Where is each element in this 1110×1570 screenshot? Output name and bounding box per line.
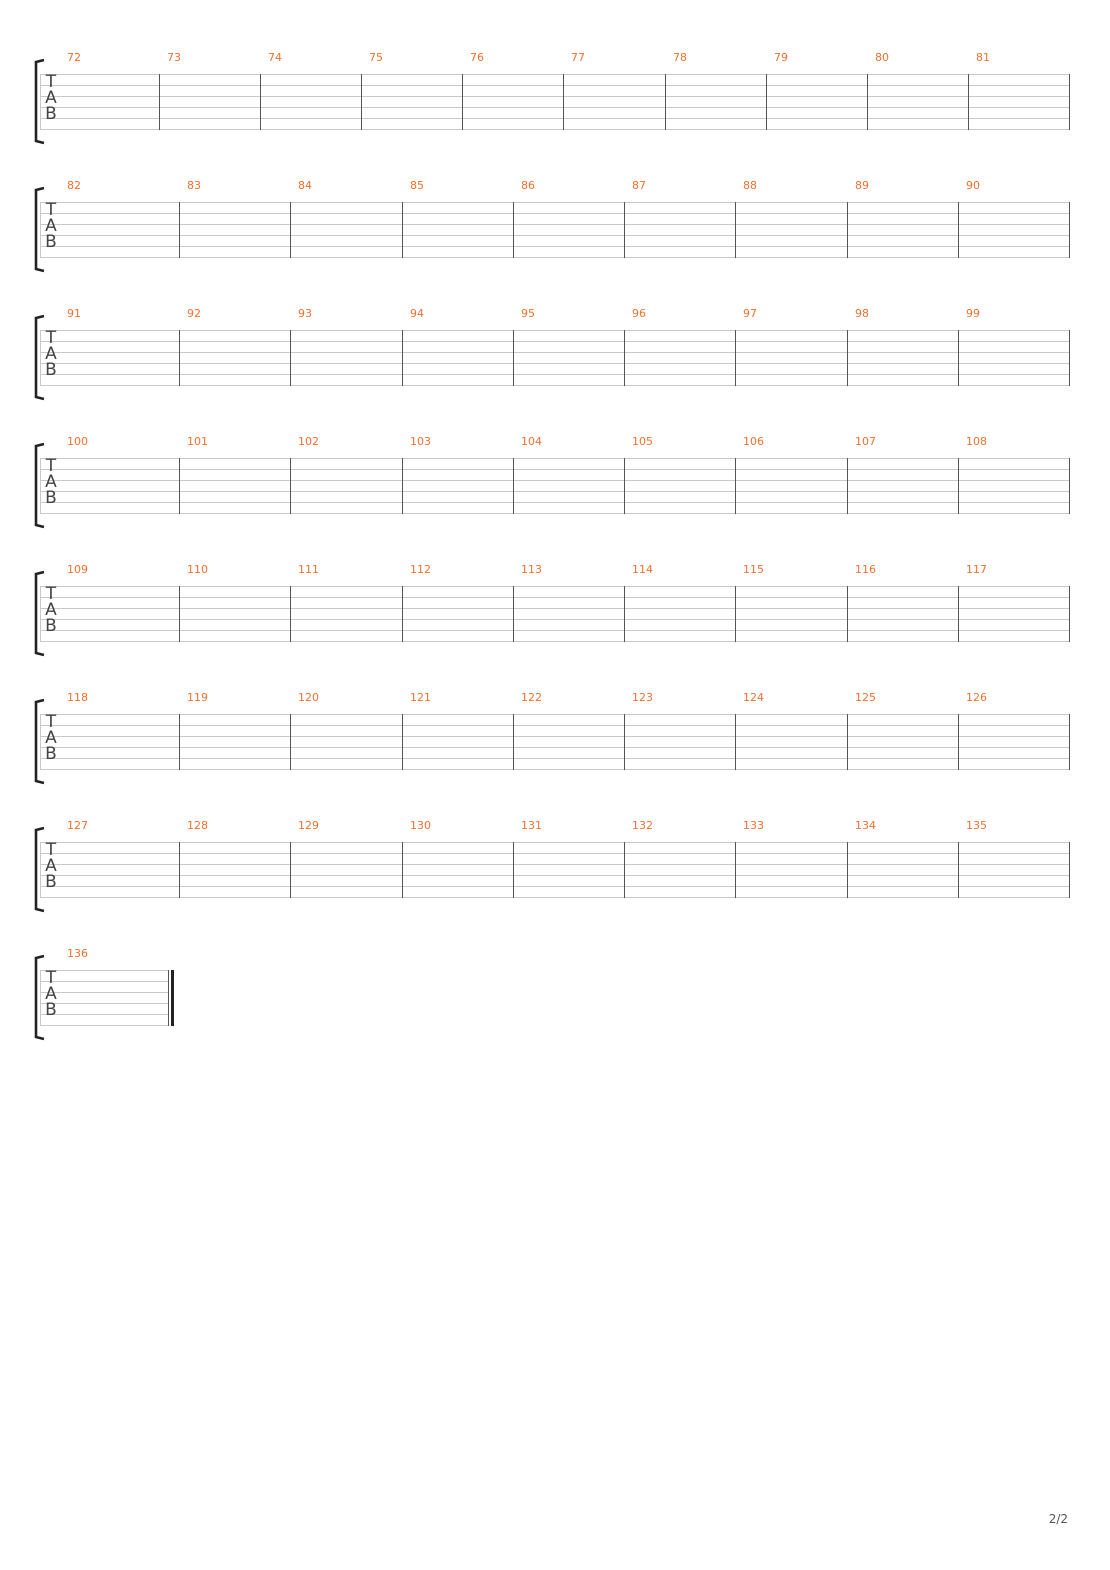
tab-clef-letter: T [45, 712, 57, 732]
bar-number: 112 [410, 563, 431, 576]
bar-number: 87 [632, 179, 646, 192]
bar-number: 123 [632, 691, 653, 704]
bar-number: 121 [410, 691, 431, 704]
bar-number: 132 [632, 819, 653, 832]
bar-number: 97 [743, 307, 757, 320]
bar-number: 85 [410, 179, 424, 192]
bar-number: 74 [268, 51, 282, 64]
tab-clef-letter: B [45, 872, 57, 892]
bar-number: 92 [187, 307, 201, 320]
bar-number: 107 [855, 435, 876, 448]
bar-number: 105 [632, 435, 653, 448]
bar-number: 119 [187, 691, 208, 704]
tab-clef-letter: A [45, 728, 57, 748]
tab-clef-letter: B [45, 360, 57, 380]
bar-number: 106 [743, 435, 764, 448]
bar-number: 111 [298, 563, 319, 576]
bar-number: 101 [187, 435, 208, 448]
bar-number: 103 [410, 435, 431, 448]
bar-number: 100 [67, 435, 88, 448]
bar-number: 86 [521, 179, 535, 192]
bar-number: 82 [67, 179, 81, 192]
bar-number: 98 [855, 307, 869, 320]
bar-number: 122 [521, 691, 542, 704]
tab-clef-letter: A [45, 216, 57, 236]
tab-clef-letter: T [45, 968, 57, 988]
bar-number: 108 [966, 435, 987, 448]
bar-number: 126 [966, 691, 987, 704]
bar-number: 95 [521, 307, 535, 320]
bar-number: 94 [410, 307, 424, 320]
bar-number: 78 [673, 51, 687, 64]
bar-number: 72 [67, 51, 81, 64]
tab-clef-letter: A [45, 88, 57, 108]
bar-number: 91 [67, 307, 81, 320]
tab-clef-letter: T [45, 328, 57, 348]
bar-number: 120 [298, 691, 319, 704]
bar-number: 99 [966, 307, 980, 320]
bar-number: 88 [743, 179, 757, 192]
bar-number: 113 [521, 563, 542, 576]
bar-number: 109 [67, 563, 88, 576]
tab-clef-letter: B [45, 232, 57, 252]
bar-number: 135 [966, 819, 987, 832]
bar-number: 136 [67, 947, 88, 960]
bar-number: 110 [187, 563, 208, 576]
tab-clef-letter: A [45, 344, 57, 364]
bar-number: 128 [187, 819, 208, 832]
bar-number: 96 [632, 307, 646, 320]
tab-clef-letter: B [45, 744, 57, 764]
bar-number: 77 [571, 51, 585, 64]
bar-number: 83 [187, 179, 201, 192]
tab-clef-letter: T [45, 200, 57, 220]
page-number: 2/2 [1048, 1512, 1068, 1526]
tab-clef-letter: B [45, 104, 57, 124]
bar-number: 127 [67, 819, 88, 832]
final-barline [171, 970, 174, 1026]
bar-number: 124 [743, 691, 764, 704]
bar-number: 90 [966, 179, 980, 192]
bar-number: 114 [632, 563, 653, 576]
tab-clef-letter: A [45, 984, 57, 1004]
bar-number: 133 [743, 819, 764, 832]
bar-number: 104 [521, 435, 542, 448]
bar-number: 75 [369, 51, 383, 64]
bar-number: 118 [67, 691, 88, 704]
tab-clef-letter: T [45, 584, 57, 604]
bar-number: 125 [855, 691, 876, 704]
tab-clef-letter: A [45, 600, 57, 620]
bar-number: 102 [298, 435, 319, 448]
tab-clef-letter: A [45, 856, 57, 876]
bar-number: 116 [855, 563, 876, 576]
bar-number: 93 [298, 307, 312, 320]
tab-clef-letter: T [45, 840, 57, 860]
bar-number: 130 [410, 819, 431, 832]
bar-number: 76 [470, 51, 484, 64]
bar-number: 131 [521, 819, 542, 832]
bar-number: 84 [298, 179, 312, 192]
tab-clef-letter: T [45, 72, 57, 92]
tab-clef-letter: T [45, 456, 57, 476]
bar-number: 89 [855, 179, 869, 192]
tab-clef-letter: B [45, 488, 57, 508]
bar-number: 81 [976, 51, 990, 64]
tab-clef-letter: B [45, 616, 57, 636]
bar-number: 129 [298, 819, 319, 832]
tab-clef-letter: B [45, 1000, 57, 1020]
bar-number: 117 [966, 563, 987, 576]
bar-number: 73 [167, 51, 181, 64]
bar-number: 79 [774, 51, 788, 64]
tab-clef-letter: A [45, 472, 57, 492]
bar-number: 115 [743, 563, 764, 576]
bar-number: 134 [855, 819, 876, 832]
bar-number: 80 [875, 51, 889, 64]
